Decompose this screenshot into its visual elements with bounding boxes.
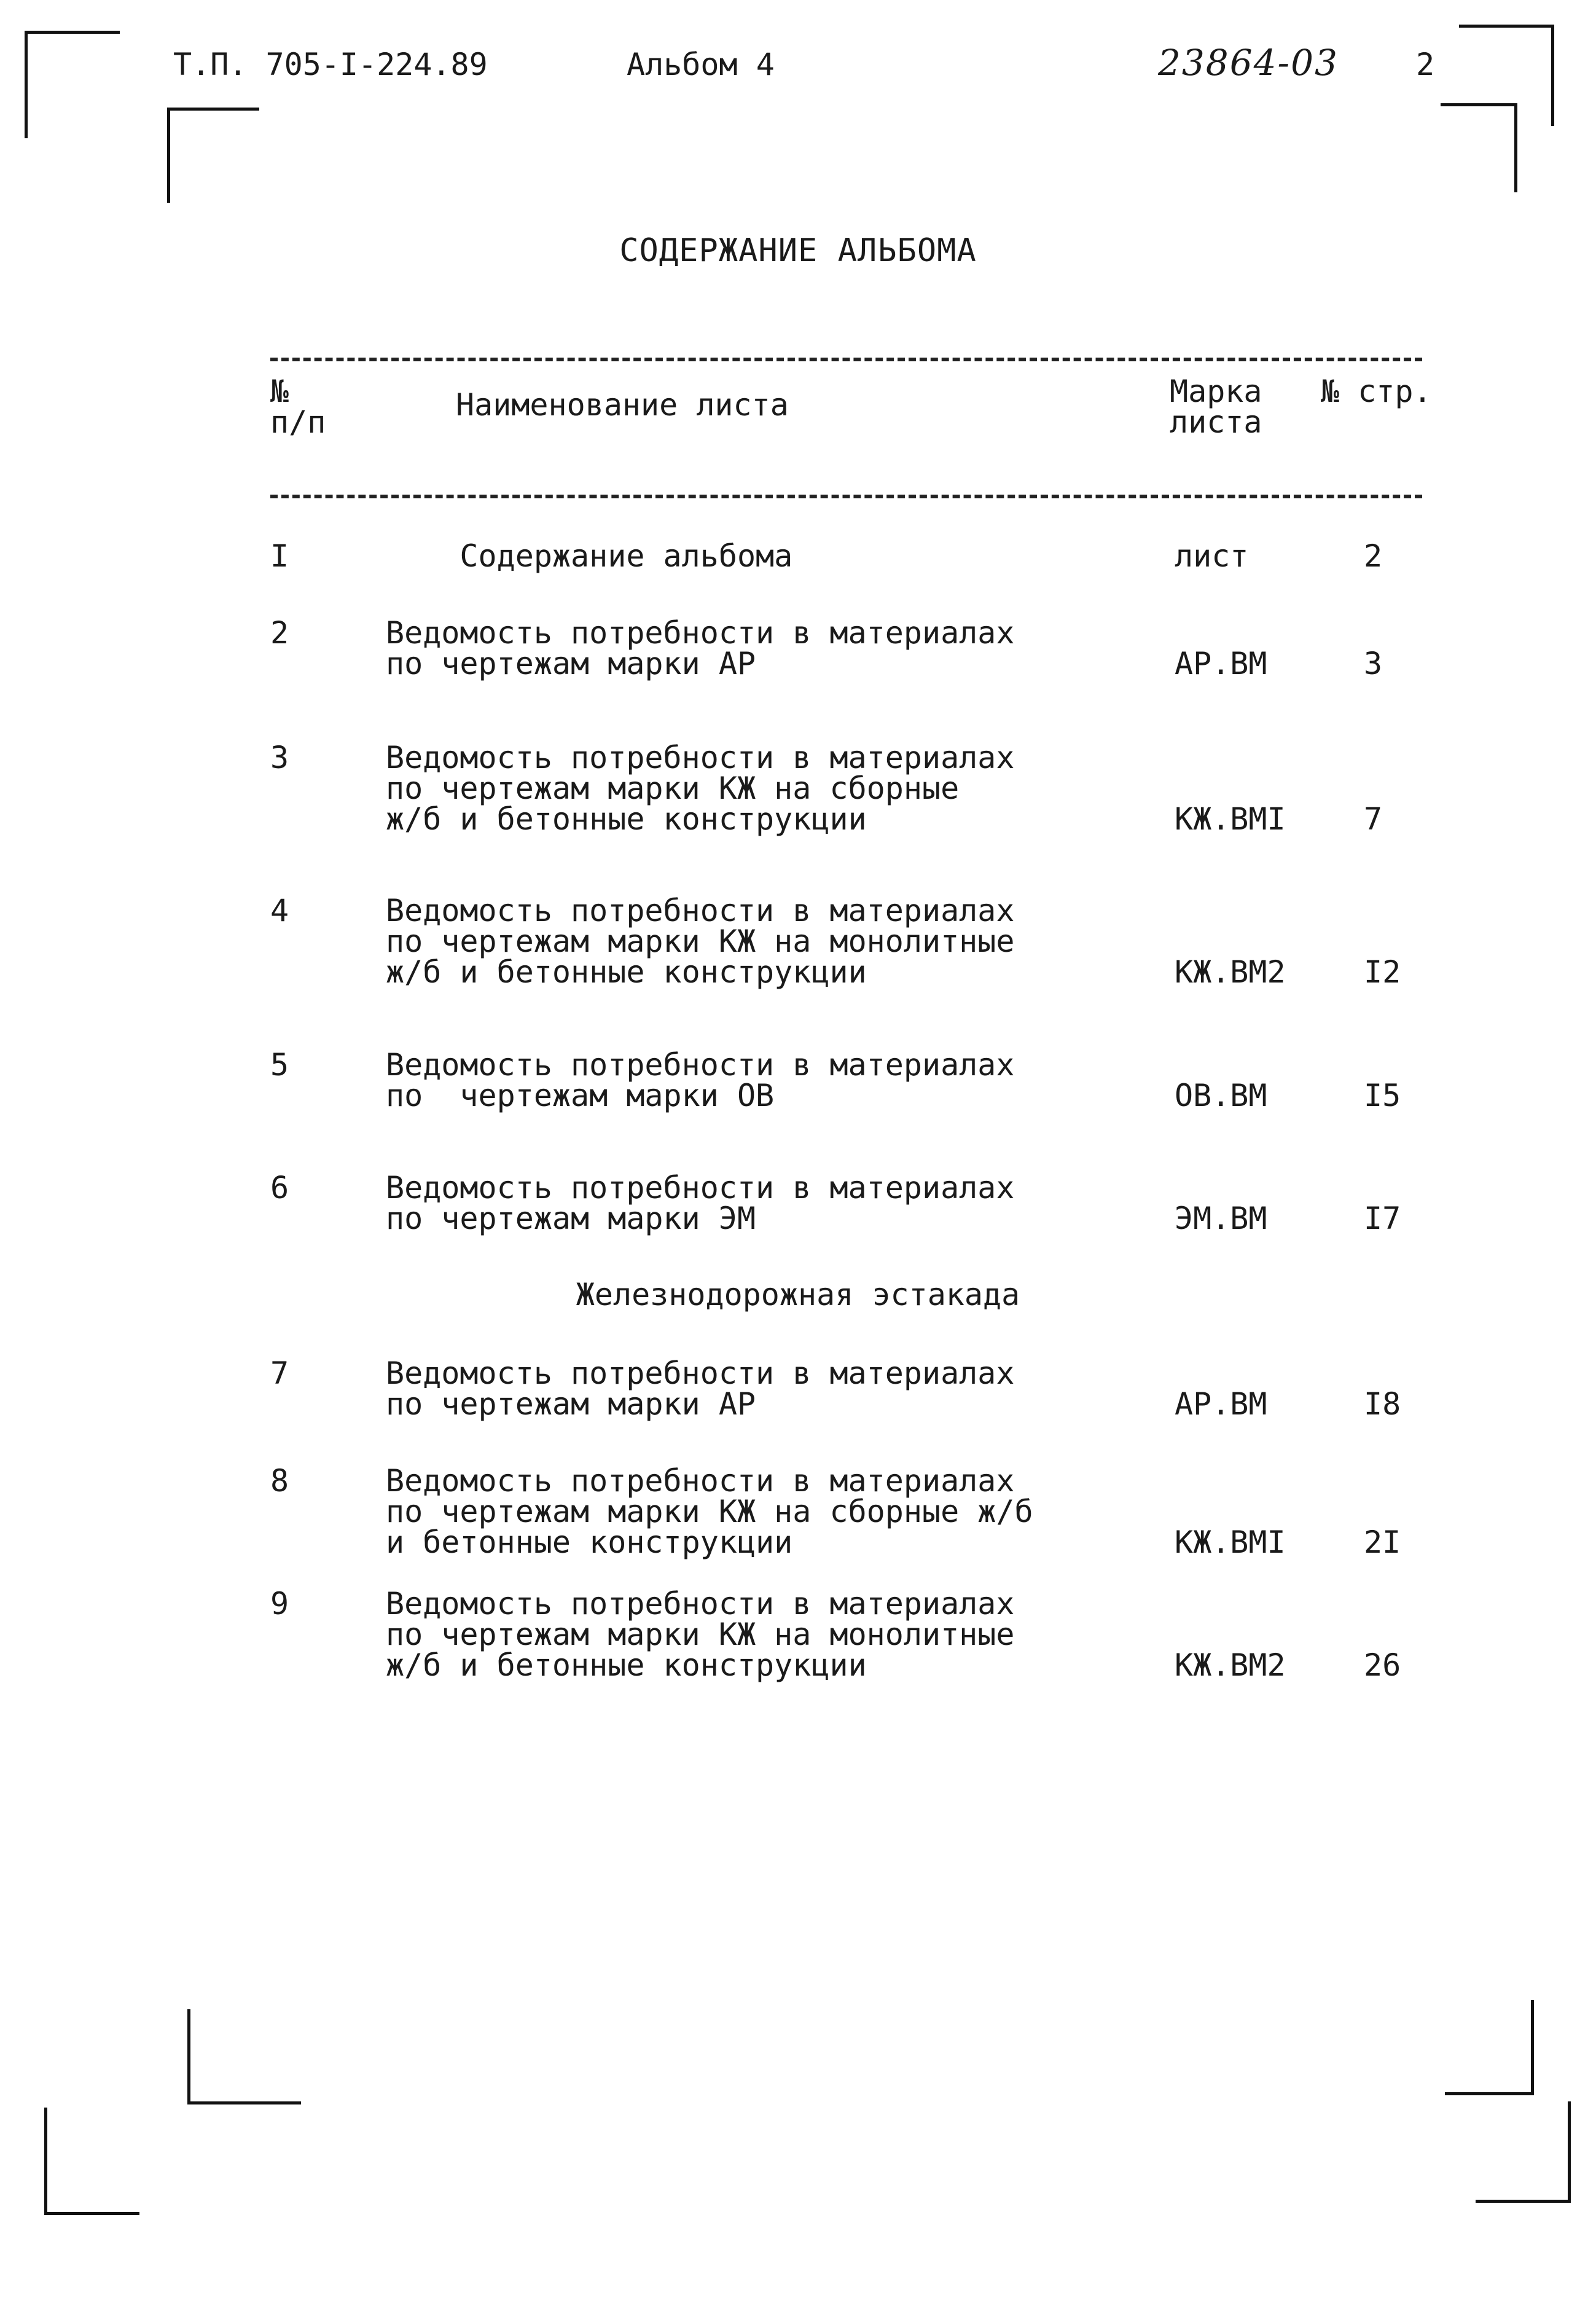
sheet-name-line: Содержание альбома [386,538,793,574]
table-top-divider [270,358,1422,361]
sheet-name-line: ж/б и бетонные конструкции [386,801,867,837]
section-heading: Железнодорожная эстакада [576,1277,1020,1312]
inventory-number: 23864-03 [1158,42,1339,84]
sheet-name-line: Ведомость потребности в материалах [386,1047,1015,1083]
frame-corner-bottom-right-outer [1476,2101,1571,2203]
sheet-name-line: по чертежам марки КЖ на монолитные [386,1617,1015,1652]
page-title: СОДЕРЖАНИЕ АЛЬБОМА [619,232,977,269]
sheet-name-line: ж/б и бетонные конструкции [386,954,867,990]
column-header-mark-line-2: листа [1170,404,1262,440]
sheet-name-line: ж/б и бетонные конструкции [386,1647,867,1683]
sheet-page-number: I5 [1364,1078,1401,1113]
sheet-name-line: Ведомость потребности в материалах [386,893,1015,928]
sheet-name-line: Ведомость потребности в материалах [386,1586,1015,1622]
frame-corner-top-left-outer [25,31,120,138]
sheet-name-line: Ведомость потребности в материалах [386,1170,1015,1206]
row-number: I [270,538,289,574]
column-header-number [270,374,326,440]
column-header-number-line-1: № [270,374,289,409]
sheet-page-number: 26 [1364,1647,1401,1683]
sheet-page-number: 3 [1364,646,1383,681]
sheet-mark: ОВ.ВМ [1175,1078,1267,1113]
row-number: 8 [270,1463,289,1499]
sheet-name-line: Ведомость потребности в материалах [386,1355,1015,1391]
sheet-page-number: I8 [1364,1386,1401,1422]
sheet-mark: КЖ.ВМI [1175,1524,1286,1560]
sheet-name-line: и бетонные конструкции [386,1524,793,1560]
sheet-name-line: Ведомость потребности в материалах [386,615,1015,651]
row-number: 6 [270,1170,289,1206]
sheet-name-line: по чертежам марки КЖ на сборные ж/б [386,1494,1033,1529]
sheet-page-number: 2 [1364,538,1383,574]
column-header-mark [1170,374,1262,440]
row-number: 2 [270,615,289,651]
sheet-page-number: 2I [1364,1524,1401,1560]
frame-corner-bottom-left-outer [44,2108,139,2215]
sheet-mark: лист [1175,538,1249,574]
sheet-mark: АР.ВМ [1175,1386,1267,1422]
album-label: Альбом 4 [627,47,775,82]
sheet-page-number: I2 [1364,954,1401,990]
frame-corner-top-left-inner [167,108,259,203]
frame-corner-top-right-inner [1441,103,1517,192]
column-header-page: № стр. [1321,374,1432,409]
sheet-mark: АР.ВМ [1175,646,1267,681]
sheet-name-line: Ведомость потребности в материалах [386,1463,1015,1499]
row-number: 7 [270,1355,289,1391]
sheet-name-line: по чертежам марки АР [386,1386,756,1422]
row-number: 5 [270,1047,289,1083]
table-header-divider [270,495,1422,498]
page-number: 2 [1416,47,1435,82]
sheet-mark: ЭМ.ВМ [1175,1201,1267,1236]
row-number: 3 [270,740,289,775]
sheet-mark: КЖ.ВМ2 [1175,954,1286,990]
sheet-name-line: по чертежам марки ОВ [386,1078,775,1113]
sheet-name-line: по чертежам марки АР [386,646,756,681]
sheet-name-line: по чертежам марки КЖ на монолитные [386,924,1015,959]
sheet-name-line: Ведомость потребности в материалах [386,740,1015,775]
column-header-number-line-2: п/п [270,404,326,440]
sheet-page-number: 7 [1364,801,1383,837]
frame-corner-bottom-left-inner [187,2009,301,2104]
document-code: Т.П. 705-I-224.89 [173,47,488,82]
sheet-page-number: I7 [1364,1201,1401,1236]
sheet-mark: КЖ.ВМI [1175,801,1286,837]
frame-corner-bottom-right-inner [1445,2000,1534,2095]
row-number: 4 [270,893,289,928]
column-header-mark-line-1: Марка [1170,374,1262,409]
sheet-mark: КЖ.ВМ2 [1175,1647,1286,1683]
sheet-name-line: по чертежам марки ЭМ [386,1201,756,1236]
column-header-name: Наименование листа [456,387,789,423]
sheet-name-line: по чертежам марки КЖ на сборные [386,771,960,806]
row-number: 9 [270,1586,289,1622]
